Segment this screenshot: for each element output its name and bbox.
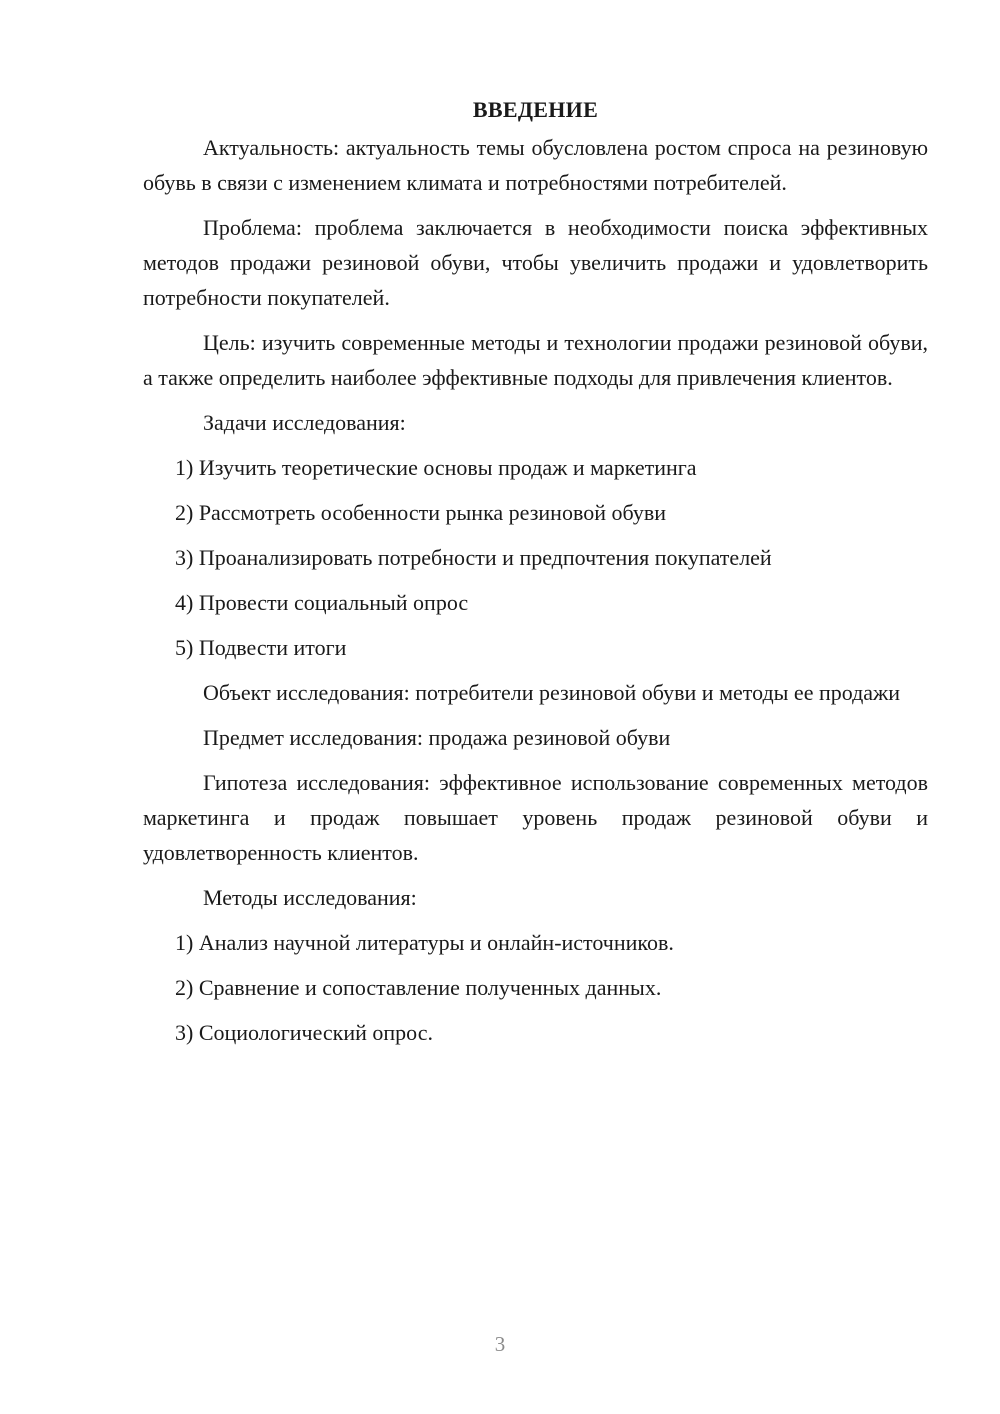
tasks-list [143,450,928,665]
list-item: 3) Социологический опрос. [175,1020,433,1045]
relevance-paragraph: Актуальность: актуальность темы обусловлена ростом спроса на резиновую обувь в связи с изменением климата и потребностями потребителей. [143,135,928,195]
document-page [143,92,928,1060]
hypothesis-paragraph: Гипотеза исследования: эффективное использование современных методов маркетинга и продаж повышает уровень продаж резиновой обуви и удовлетворенность клиентов. [143,770,928,865]
object-paragraph: Объект исследования: потребители резиновой обуви и методы ее продажи [203,680,901,705]
list-item: 1) Изучить теоретические основы продаж и маркетинга [175,455,697,480]
methods-label: Методы исследования: [203,885,417,910]
problem-paragraph: Проблема: проблема заключается в необходимости поиска эффективных методов продажи резиновой обуви, чтобы увеличить продажи и удовлетворить потребности покупателей. [143,215,928,310]
list-item: 2) Рассмотреть особенности рынка резиновой обуви [175,500,666,525]
list-item: 2) Сравнение и сопоставление полученных данных. [175,975,662,1000]
methods-list [143,925,928,1050]
list-item: 5) Подвести итоги [175,635,347,660]
subject-paragraph: Предмет исследования: продажа резиновой обуви [203,725,671,750]
list-item: 4) Провести социальный опрос [175,590,469,615]
tasks-label: Задачи исследования: [203,410,406,435]
goal-paragraph: Цель: изучить современные методы и технологии продажи резиновой обуви, а также определить наиболее эффективные подходы для привлечения клиентов. [143,330,928,390]
page-title: ВВЕДЕНИЕ [472,97,599,122]
list-item: 3) Проанализировать потребности и предпочтения покупателей [175,545,772,570]
list-item: 1) Анализ научной литературы и онлайн-источников. [175,930,674,955]
page-number: 3 [494,1332,506,1356]
